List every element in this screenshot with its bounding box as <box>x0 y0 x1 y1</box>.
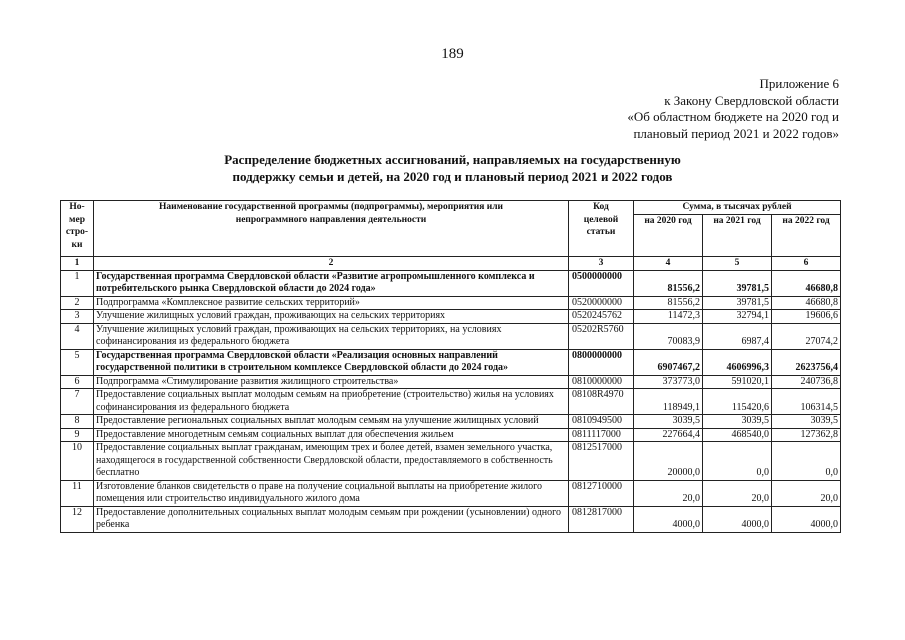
table-row <box>61 480 841 506</box>
row-value-2020: 20,0 <box>634 480 703 506</box>
row-name: Изготовление бланков свидетельств о праве на получение социальной выплаты на приобретение жилого помещения или строительство индивидуального жилого дома <box>94 480 569 506</box>
row-name: Предоставление многодетным семьям социальных выплат для обеспечения жильем <box>94 428 569 442</box>
row-code: 0812817000 <box>569 506 634 532</box>
row-value-2022: 2623756,4 <box>772 349 841 375</box>
table-row <box>61 310 841 324</box>
row-value-2020: 6907467,2 <box>634 349 703 375</box>
table-row <box>61 415 841 429</box>
column-index: 1 <box>61 257 94 271</box>
row-value-2020: 4000,0 <box>634 506 703 532</box>
row-number: 4 <box>61 323 94 349</box>
row-value-2022: 46680,8 <box>772 296 841 310</box>
table-row <box>61 296 841 310</box>
table-row <box>61 506 841 532</box>
row-name: Предоставление дополнительных социальных выплат молодым семьям при рождении (усыновлении) одного ребенка <box>94 506 569 532</box>
row-value-2021: 4000,0 <box>703 506 772 532</box>
row-code: 0811117000 <box>569 428 634 442</box>
column-index: 3 <box>569 257 634 271</box>
row-code: 0812517000 <box>569 442 634 481</box>
row-name: Подпрограмма «Комплексное развитие сельских территорий» <box>94 296 569 310</box>
row-code: 05202R5760 <box>569 323 634 349</box>
row-name: Предоставление региональных социальных выплат молодым семьям на улучшение жилищных условий <box>94 415 569 429</box>
row-value-2022: 3039,5 <box>772 415 841 429</box>
row-value-2022: 20,0 <box>772 480 841 506</box>
row-code: 0500000000 <box>569 270 634 296</box>
row-value-2022: 106314,5 <box>772 389 841 415</box>
table-row <box>61 375 841 389</box>
row-value-2021: 32794,1 <box>703 310 772 324</box>
row-number: 10 <box>61 442 94 481</box>
row-value-2022: 27074,2 <box>772 323 841 349</box>
table-row <box>61 270 841 296</box>
row-value-2020: 3039,5 <box>634 415 703 429</box>
page-number: 189 <box>441 46 464 62</box>
row-number: 9 <box>61 428 94 442</box>
row-value-2021: 591020,1 <box>703 375 772 389</box>
row-value-2021: 4606996,3 <box>703 349 772 375</box>
row-value-2020: 373773,0 <box>634 375 703 389</box>
row-name: Улучшение жилищных условий граждан, проживающих на сельских территориях, на условиях софинансирования из федерального бюджета <box>94 323 569 349</box>
header-year-2022: на 2022 год <box>772 215 841 257</box>
row-value-2020: 118949,1 <box>634 389 703 415</box>
header-name: Наименование государственной программы (подпрограммы), мероприятия или непрограммного направления деятельности <box>94 201 569 257</box>
column-index: 4 <box>634 257 703 271</box>
table-row <box>61 323 841 349</box>
header-year-2020: на 2020 год <box>634 215 703 257</box>
row-number: 2 <box>61 296 94 310</box>
row-name: Государственная программа Свердловской области «Реализация основных направлений государственной политики в строительном комплексе Свердловской области до 2024 года» <box>94 349 569 375</box>
row-code: 0520245762 <box>569 310 634 324</box>
row-code: 0520000000 <box>569 296 634 310</box>
header-row-number: Но- мер стро- ки <box>61 201 94 257</box>
table-row <box>61 349 841 375</box>
row-code: 0812710000 <box>569 480 634 506</box>
row-name: Предоставление социальных выплат молодым семьям на приобретение (строительство) жилья на условиях софинансирования из федерального бюджета <box>94 389 569 415</box>
row-name: Улучшение жилищных условий граждан, проживающих на сельских территориях <box>94 310 569 324</box>
row-number: 5 <box>61 349 94 375</box>
row-value-2022: 240736,8 <box>772 375 841 389</box>
table-row <box>61 428 841 442</box>
row-number: 8 <box>61 415 94 429</box>
row-number: 1 <box>61 270 94 296</box>
header-code: Код целевой статьи <box>569 201 634 257</box>
appendix-line: «Об областном бюджете на 2020 год и <box>627 109 839 124</box>
column-index: 6 <box>772 257 841 271</box>
row-number: 11 <box>61 480 94 506</box>
row-value-2022: 127362,8 <box>772 428 841 442</box>
appendix-line: к Закону Свердловской области <box>664 92 839 108</box>
row-code: 0810000000 <box>569 375 634 389</box>
row-value-2022: 19606,6 <box>772 310 841 324</box>
row-value-2022: 0,0 <box>772 442 841 481</box>
table-row <box>61 389 841 415</box>
row-value-2020: 227664,4 <box>634 428 703 442</box>
table-row <box>61 442 841 481</box>
header-sum: Сумма, в тысячах рублей <box>634 201 841 215</box>
header-year-2021: на 2021 год <box>703 215 772 257</box>
row-code: 0800000000 <box>569 349 634 375</box>
row-value-2021: 39781,5 <box>703 270 772 296</box>
row-value-2020: 20000,0 <box>634 442 703 481</box>
row-number: 6 <box>61 375 94 389</box>
row-value-2021: 468540,0 <box>703 428 772 442</box>
row-value-2020: 81556,2 <box>634 296 703 310</box>
row-name: Предоставление социальных выплат гражданам, имеющим трех и более детей, взамен земельного участка, находящегося в государственной собственности Свердловской области, предоставляемого в собственность бесплатно <box>94 442 569 481</box>
row-value-2021: 6987,4 <box>703 323 772 349</box>
row-number: 7 <box>61 389 94 415</box>
row-number: 12 <box>61 506 94 532</box>
budget-table <box>60 200 841 533</box>
row-value-2020: 70083,9 <box>634 323 703 349</box>
row-value-2020: 81556,2 <box>634 270 703 296</box>
row-name: Государственная программа Свердловской области «Развитие агропромышленного комплекса и потребительского рынка Свердловской области до 2024 года» <box>94 270 569 296</box>
row-value-2021: 39781,5 <box>703 296 772 310</box>
title-line: поддержку семьи и детей, на 2020 год и плановый период 2021 и 2022 годов <box>232 168 673 184</box>
row-value-2020: 11472,3 <box>634 310 703 324</box>
row-value-2022: 4000,0 <box>772 506 841 532</box>
column-index: 2 <box>94 257 569 271</box>
document-title <box>0 152 905 185</box>
row-value-2021: 115420,6 <box>703 389 772 415</box>
column-index-row <box>61 257 841 271</box>
row-name: Подпрограмма «Стимулирование развития жилищного строительства» <box>94 375 569 389</box>
row-value-2022: 46680,8 <box>772 270 841 296</box>
row-value-2021: 0,0 <box>703 442 772 481</box>
row-code: 0810949500 <box>569 415 634 429</box>
appendix-line: Приложение 6 <box>759 76 839 91</box>
title-line: Распределение бюджетных ассигнований, направляемых на государственную <box>224 152 681 167</box>
row-value-2021: 3039,5 <box>703 415 772 429</box>
column-index: 5 <box>703 257 772 271</box>
appendix-line: плановый период 2021 и 2022 годов» <box>633 125 839 141</box>
appendix-heading <box>627 76 839 142</box>
row-number: 3 <box>61 310 94 324</box>
row-value-2021: 20,0 <box>703 480 772 506</box>
row-code: 08108R4970 <box>569 389 634 415</box>
